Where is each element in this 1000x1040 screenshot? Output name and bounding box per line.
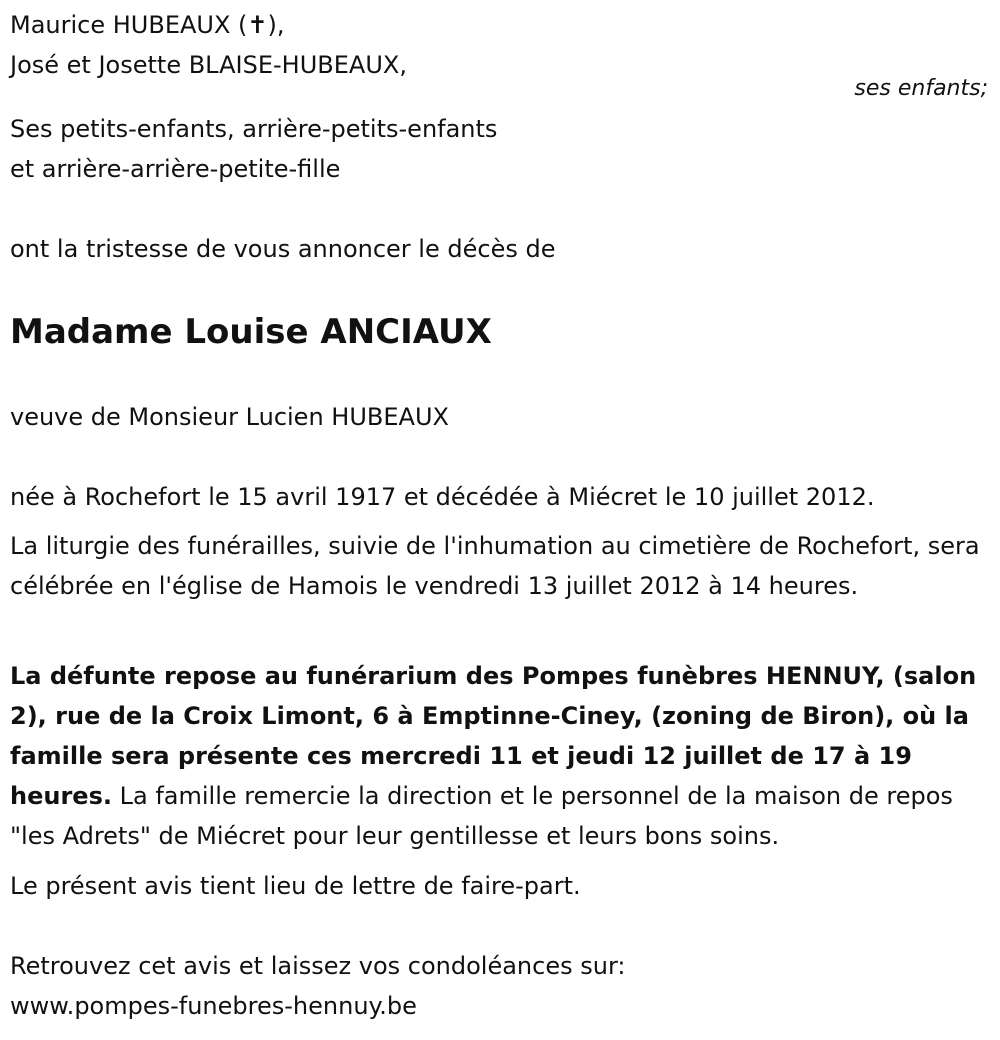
- family-member-blaise-hubeaux: José et Josette BLAISE-HUBEAUX,: [10, 51, 407, 79]
- children-label: ses enfants;: [854, 76, 988, 101]
- announcement-text: ont la tristesse de vous annoncer le décès de: [10, 235, 556, 263]
- widow-of-text: veuve de Monsieur Lucien HUBEAUX: [10, 403, 449, 431]
- family-member-maurice: Maurice HUBEAUX (✝),: [10, 11, 285, 39]
- funeral-home-website[interactable]: www.pompes-funebres-hennuy.be: [10, 992, 417, 1020]
- grandchildren-line-2: et arrière-arrière-petite-fille: [10, 155, 341, 183]
- grandchildren-line-1: Ses petits-enfants, arrière-petits-enfants: [10, 115, 498, 143]
- liturgy-text: La liturgie des funérailles, suivie de l'inhumation au cimetière de Rochefort, sera célébrée en l'église de Hamois le vendredi 13 juillet 2012 à 14 heures.: [10, 532, 980, 600]
- thanks-text: La famille remercie la direction et le personnel de la maison de repos "les Adrets" de Miécret pour leur gentillesse et leurs bons soins.: [10, 782, 953, 850]
- deceased-name: Madame Louise ANCIAUX: [10, 312, 492, 352]
- birth-death-text: née à Rochefort le 15 avril 1917 et décédée à Miécret le 10 juillet 2012.: [10, 483, 875, 511]
- notice-text: Le présent avis tient lieu de lettre de faire-part.: [10, 872, 581, 900]
- funerarium-and-thanks: [10, 656, 1000, 856]
- condolences-text: Retrouvez cet avis et laissez vos condoléances sur:: [10, 952, 626, 980]
- funerarium-text: La défunte repose au funérarium des Pompes funèbres HENNUY, (salon 2), rue de la Croix Limont, 6 à Emptinne-Ciney, (zoning de Biron), où la famille sera présente ces mercredi 11 et jeudi 12 juillet de 17 à 19 heures.: [10, 662, 977, 810]
